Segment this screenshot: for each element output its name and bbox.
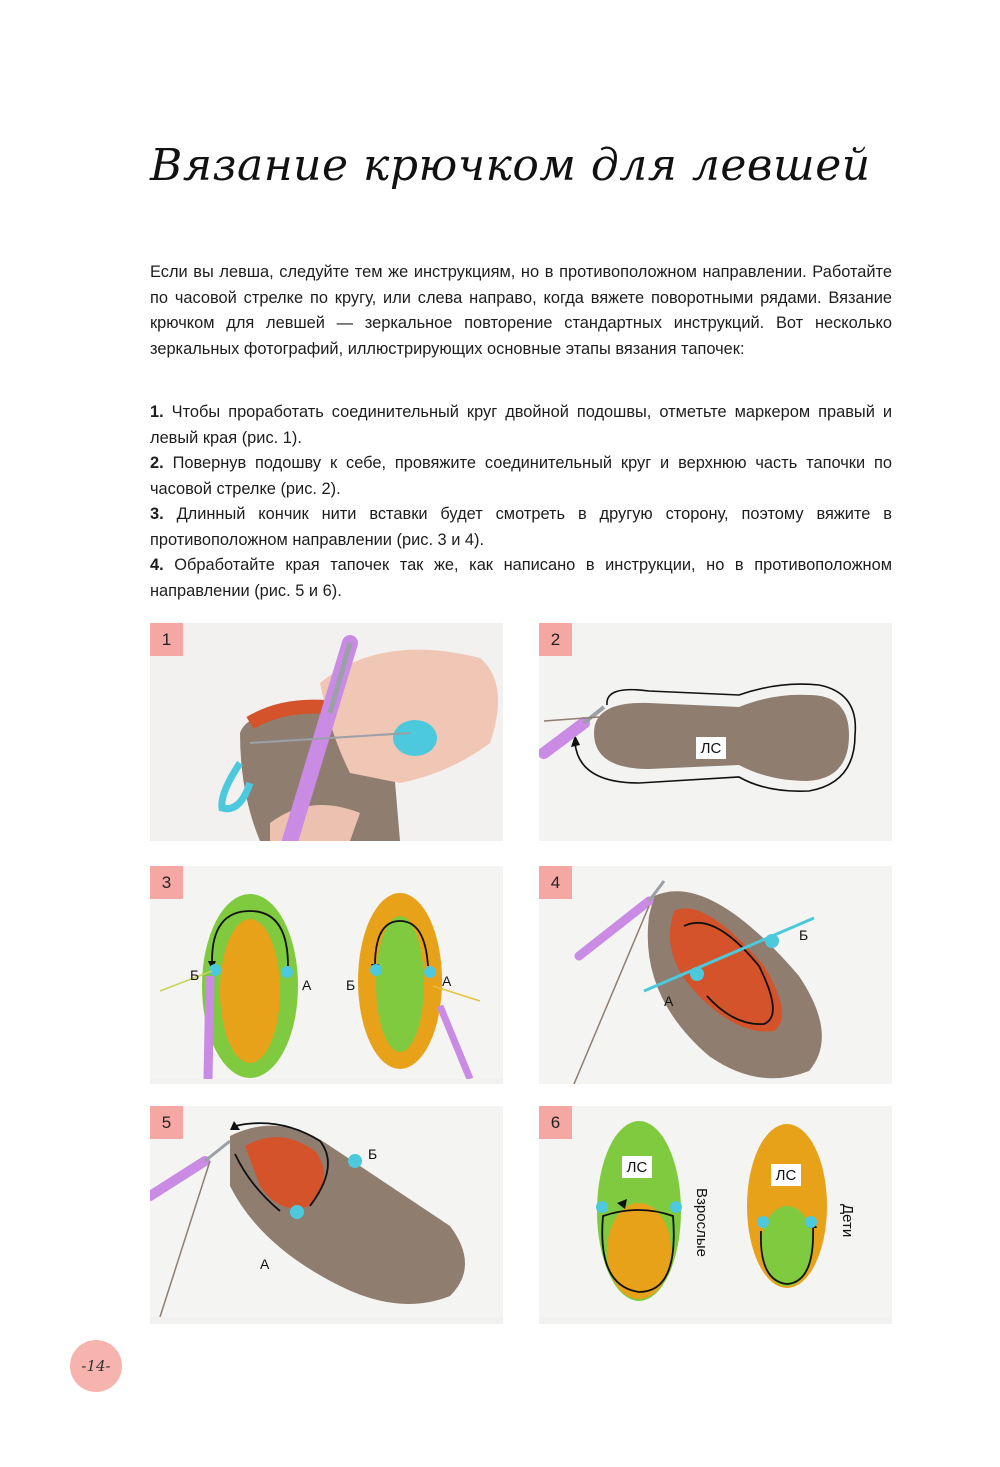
figure-badge: 2	[539, 623, 572, 656]
marker-a-label: А	[302, 977, 312, 993]
figure-4	[539, 866, 892, 1084]
figure-2	[539, 623, 892, 841]
figure-badge: 3	[150, 866, 183, 899]
figure-3	[150, 866, 503, 1084]
figure-badge: 6	[539, 1106, 572, 1139]
figure-5-illustration	[150, 1106, 503, 1317]
marker-a-label: А	[260, 1256, 270, 1272]
figure-6	[539, 1106, 892, 1324]
figure-3-illustration	[150, 866, 503, 1079]
marker-a-label: А	[664, 993, 674, 1009]
step-1: 1. Чтобы проработать соединительный круг двойной подошвы, отметьте маркером правый и левый края (рис. 1).	[150, 403, 892, 447]
figure-badge: 4	[539, 866, 572, 899]
figure-1-illustration	[150, 623, 503, 841]
step-2: 2. Повернув подошву к себе, провяжите соединительный круг и верхнюю часть тапочки по часовой стрелке (рис. 2).	[150, 454, 892, 498]
page-title: Вязание крючком для левшей	[150, 140, 871, 191]
ls-label-adults: ЛС	[626, 1159, 648, 1176]
figure-1	[150, 623, 503, 841]
figure-4-illustration	[539, 866, 892, 1084]
figure-badge: 1	[150, 623, 183, 656]
marker-a-label-2: А	[442, 973, 452, 989]
ls-label-kids: ЛС	[775, 1167, 797, 1184]
step-3: 3. Длинный кончик нити вставки будет смотреть в другую сторону, поэтому вяжите в противоположном направлении (рис. 3 и 4).	[150, 505, 892, 549]
marker-b-label: Б	[799, 927, 809, 943]
adults-label: Взрослые	[693, 1188, 710, 1257]
figure-6-illustration	[539, 1106, 892, 1317]
marker-b-label: Б	[190, 967, 200, 983]
figure-2-illustration	[539, 623, 892, 841]
marker-b-label: Б	[368, 1146, 378, 1162]
intro-paragraph: Если вы левша, следуйте тем же инструкциям, но в противоположном направлении. Работайте по часовой стрелке по кругу, или слева направо, когда вяжете поворотными рядами. Вязание крючком для левшей — зеркальное повторение стандартных инструкций. Вот несколько зеркальных фотографий, иллюстрирующих основные этапы вязания тапочек:	[150, 263, 892, 358]
kids-label: Дети	[839, 1204, 856, 1238]
ls-label: ЛС	[700, 740, 722, 757]
figure-badge: 5	[150, 1106, 183, 1139]
steps-list	[150, 400, 892, 604]
figure-5	[150, 1106, 503, 1324]
page-number: -14-	[70, 1340, 122, 1392]
marker-b-label-2: Б	[346, 977, 356, 993]
step-4: 4. Обработайте края тапочек так же, как написано в инструкции, но в противоположном направлении (рис. 5 и 6).	[150, 556, 892, 600]
